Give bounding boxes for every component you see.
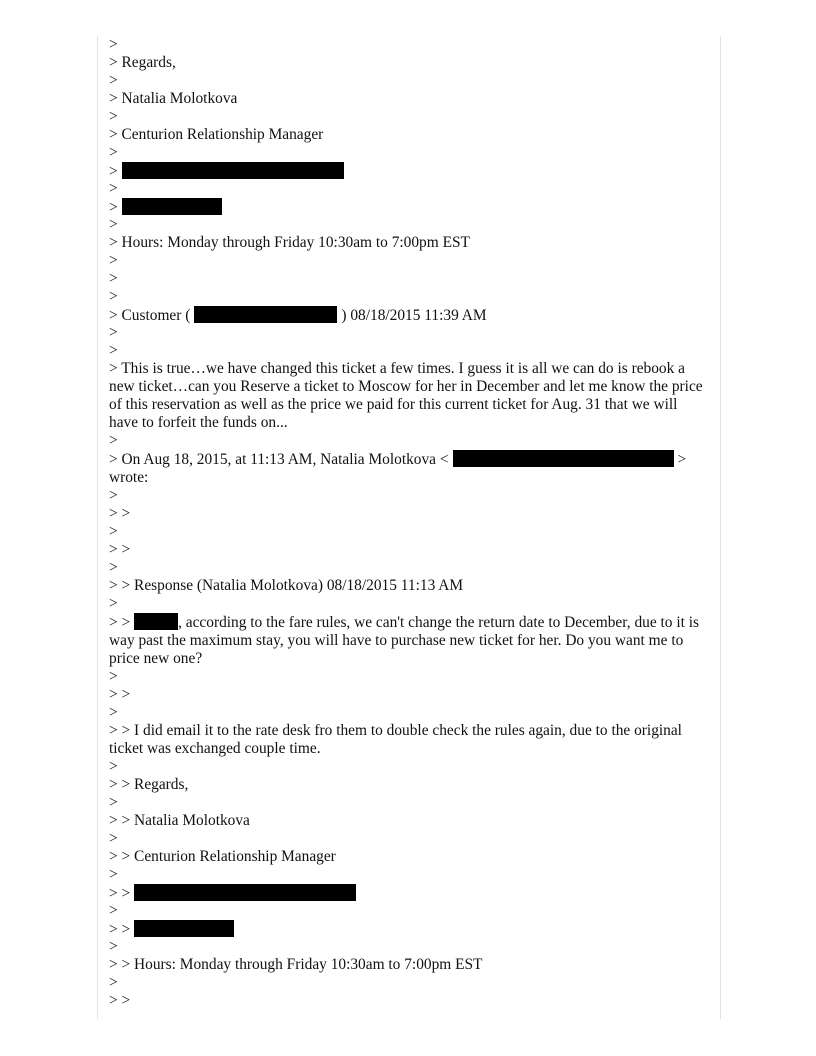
quote-marker: > >: [109, 885, 135, 902]
redaction-block: [134, 884, 356, 901]
quote-line: > >: [109, 505, 131, 522]
quote-line: >: [109, 288, 118, 305]
wrote-suffix: > wrote:: [109, 451, 687, 486]
quote-line: >: [109, 595, 118, 612]
quote-line: >: [109, 668, 118, 685]
signature-title: > Centurion Relationship Manager: [109, 126, 324, 143]
response-text: , according to the fare rules, we can't change the return date to December, due to it is way past the maximum stay, you will have to purchase new ticket for her. Do you want me to price new one?: [109, 614, 700, 667]
quote-line: > >: [109, 992, 131, 1009]
response-header: > > Response (Natalia Molotkova) 08/18/2015 11:13 AM: [109, 577, 464, 594]
quote-line: >: [109, 866, 118, 883]
redaction-block: [194, 306, 337, 323]
quote-line: >: [109, 830, 118, 847]
signature-title: > > Centurion Relationship Manager: [109, 848, 336, 865]
quote-line: >: [109, 758, 118, 775]
quote-line: >: [109, 974, 118, 991]
redacted-line: [109, 198, 709, 216]
document-page: [97, 36, 721, 1019]
regards-line: > Regards,: [109, 54, 176, 71]
quote-line: >: [109, 270, 118, 287]
customer-message: > This is true…we have changed this ticket a few times. I guess it is all we can do is rebook a new ticket…can you Reserve a ticket to Moscow for her in December and let me know the price of this reservation as well as the price we paid for this current ticket for Aug. 31 that we will have to forfeit the funds on...: [109, 360, 703, 431]
redaction-block: [134, 920, 234, 937]
quote-line: >: [109, 938, 118, 955]
quote-marker: >: [109, 163, 122, 180]
quote-marker: > >: [109, 614, 135, 631]
redaction-block: [122, 198, 222, 215]
quote-line: >: [109, 487, 118, 504]
quote-line: >: [109, 902, 118, 919]
redacted-line: [109, 884, 709, 902]
email-thread: [109, 36, 709, 1010]
quote-marker: >: [109, 199, 122, 216]
quote-line: >: [109, 342, 118, 359]
quote-line: >: [109, 108, 118, 125]
quote-line: >: [109, 252, 118, 269]
hours-line: > Hours: Monday through Friday 10:30am to 7:00pm EST: [109, 234, 470, 251]
redaction-block: [453, 450, 674, 467]
quote-line: >: [109, 432, 118, 449]
hours-line: > > Hours: Monday through Friday 10:30am to 7:00pm EST: [109, 956, 483, 973]
quote-line: >: [109, 523, 118, 540]
signature-name: > Natalia Molotkova: [109, 90, 238, 107]
quote-line: > >: [109, 686, 131, 703]
quote-line: >: [109, 216, 118, 233]
regards-line: > > Regards,: [109, 776, 189, 793]
response-body: [109, 613, 709, 668]
quote-marker: > >: [109, 921, 135, 938]
quote-line: > >: [109, 541, 131, 558]
customer-prefix: > Customer (: [109, 307, 191, 324]
signature-name: > > Natalia Molotkova: [109, 812, 250, 829]
quote-line: >: [109, 36, 118, 53]
redaction-block: [134, 613, 178, 630]
wrote-line: [109, 450, 709, 487]
quote-line: >: [109, 144, 118, 161]
quote-line: >: [109, 559, 118, 576]
quote-line: >: [109, 72, 118, 89]
quote-line: >: [109, 324, 118, 341]
redaction-block: [122, 162, 344, 179]
rate-desk-message: > > I did email it to the rate desk fro them to double check the rules again, due to the original ticket was exchanged couple time.: [109, 722, 682, 757]
quote-line: >: [109, 180, 118, 197]
wrote-prefix: > On Aug 18, 2015, at 11:13 AM, Natalia Molotkova <: [109, 451, 449, 468]
redacted-line: [109, 162, 709, 180]
quote-line: >: [109, 704, 118, 721]
quote-line: >: [109, 794, 118, 811]
customer-suffix: ) 08/18/2015 11:39 AM: [341, 307, 487, 324]
redacted-line: [109, 920, 709, 938]
customer-header: [109, 306, 709, 324]
